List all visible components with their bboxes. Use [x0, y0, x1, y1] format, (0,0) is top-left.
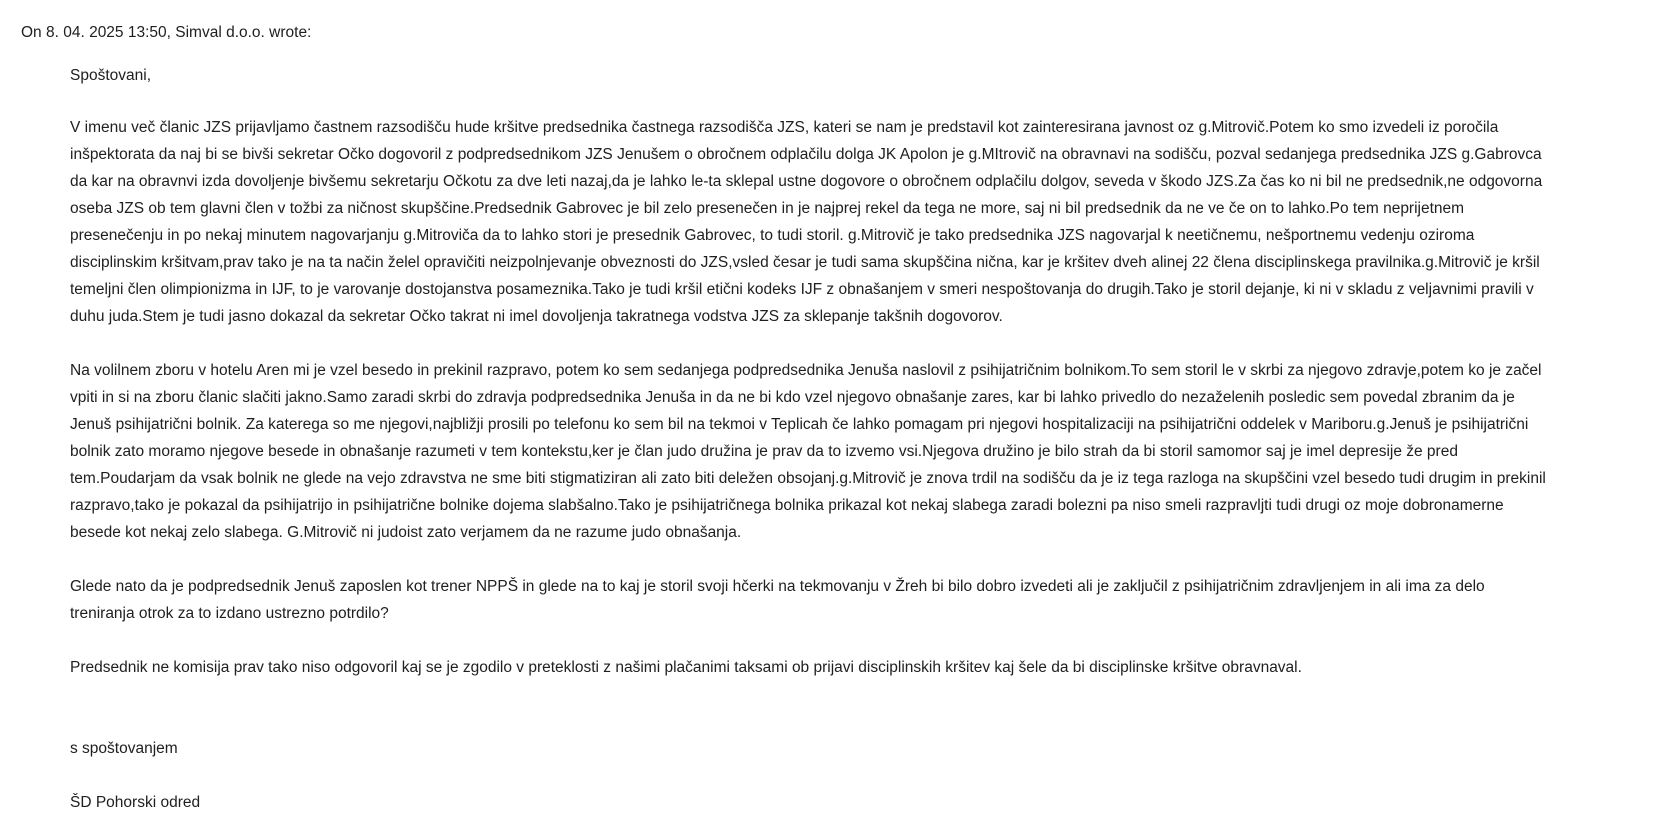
signature: ŠD Pohorski odred: [70, 794, 201, 811]
body-paragraph-2: Na volilnem zboru v hotelu Aren mi je vzel besedo in prekinil razpravo, potem ko sem sedanjega podpredsednika Jenuša naslovil z psihijatričnim bolnikom.To sem storil le v skrbi za njegovo zdravje,potem ko je začel vpiti in si na zboru članic slačiti jakno.Samo zaradi skrbi do zdravja podpredsednika Jenuša in da ne bi kdo vzel njegovo obnašanje zares, kar bi lahko privedlo do nezaželenih posledic sem povedal zbranim da je Jenuš psihijatrični bolnik. Za katerega so me njegovi,najbližji prosili po telefonu ko sem bil na tekmoi v Teplicah če lahko pomagam pri njegovi hospitalizaciji na psihijatrični oddelek v Mariboru.g.Jenuš je psihijatrični bolnik zato moramo njegove besede in obnašanje razumeti v tem kontekstu,ker je član judo družina je prav da to izvemo vsi.Njegova družino je bilo strah da bi storil samomor saj je imel depresije že pred tem.Poudarjam da vsak bolnik ne glede na vejo zdravstva ne sme biti stigmatiziran ali zato biti deležen obsojanj.g.Mitrovič je znova trdil na sodišču da je iz tega razloga na skupščini vzel besedo tudi drugim in prekinil razpravo,tako je pokazal da psihijatrijo in psihijatrične bolnike dojema slabšalno.Tako je psihijatričnega bolnika prikazal kot nekaj slabega zaradi bolezni pa niso smeli razpravljti tudi drugi oz moje dobronamerne besede kot nekaj zelo slabega. G.Mitrovič ni judoist zato verjamem da ne razume judo obnašanja.: [70, 362, 1546, 541]
body-paragraph-3: Glede nato da je podpredsednik Jenuš zaposlen kot trener NPPŠ in glede na to kaj je storil svoji hčerki na tekmovanju v Žreh bi bilo dobro izvedeti ali je zaključil z psihijatričnim zdravljenjem in ali ima za delo treniranja otrok za to izdano ustrezno potrdilo?: [70, 578, 1485, 622]
quote-header: On 8. 04. 2025 13:50, Simval d.o.o. wrote:: [21, 24, 312, 41]
closing: s spoštovanjem: [70, 740, 178, 757]
greeting: Spoštovani,: [70, 67, 151, 84]
quoted-message-body: [70, 62, 1650, 816]
body-paragraph-1: V imenu več članic JZS prijavljamo častnem razsodišču hude kršitve predsednika častnega razsodišča JZS, kateri se nam je predstavil kot zainteresirana javnost oz g.Mitrovič.Potem ko smo izvedeli iz poročila inšpektorata da naj bi se bivši sekretar Očko dogovoril z podpredsednikom JZS Jenušem o obročnem odplačilu dolga JK Apolon je g.MItrovič na obravnavi na sodišču, pozval sedanjega predsednika JZS g.Gabrovca da kar na obravnvi izda dovoljenje bivšemu sekretarju Očkotu za dve leti nazaj,da je lahko le-ta sklepal ustne dogovore o obročnem odplačilu dolgov, seveda v škodo JZS.Za čas ko ni bil ne predsednik,ne odgovorna oseba JZS ob tem glavni člen v tožbi za ničnost skupščine.Predsednik Gabrovec je bil zelo presenečen in je najprej rekel da tega ne more, saj ni bil predsednik da ne ve če on to lahko.Po tem neprijetnem presenečenju in po nekaj minutem nagovarjanju g.Mitroviča da to lahko stori je presednik Gabrovec, to tudi storil. g.Mitrovič je tako predsednika JZS nagovarjal k neetičnemu, nešportnemu vedenju oziroma disciplinskim kršitvam,prav tako je na ta način želel opravičiti neizpolnjevanje obveznosti do JZS,vsled česar je tudi sama skupščina nična, kar je kršitev dveh alinej 22 člena disciplinskega pravilnika.g.Mitrovič je kršil temeljni člen olimpionizma in IJF, to je varovanje dostojanstva posameznika.Tako je tudi kršil etični kodeks IJF z obnašanjem v smeri nespoštovanja do drugih.Tako je storil dejanje, ki ni v skladu z veljavnimi pravili v duhu juda.Stem je tudi jasno dokazal da sekretar Očko takrat ni imel dovoljenja takratnega vodstva JZS za sklepanje takšnih dogovorov.: [70, 119, 1543, 325]
body-paragraph-4: Predsednik ne komisija prav tako niso odgovoril kaj se je zgodilo v preteklosti z našimi plačanimi taksami ob prijavi disciplinskih kršitev kaj šele da bi disciplinske kršitve obravnaval.: [70, 659, 1302, 676]
